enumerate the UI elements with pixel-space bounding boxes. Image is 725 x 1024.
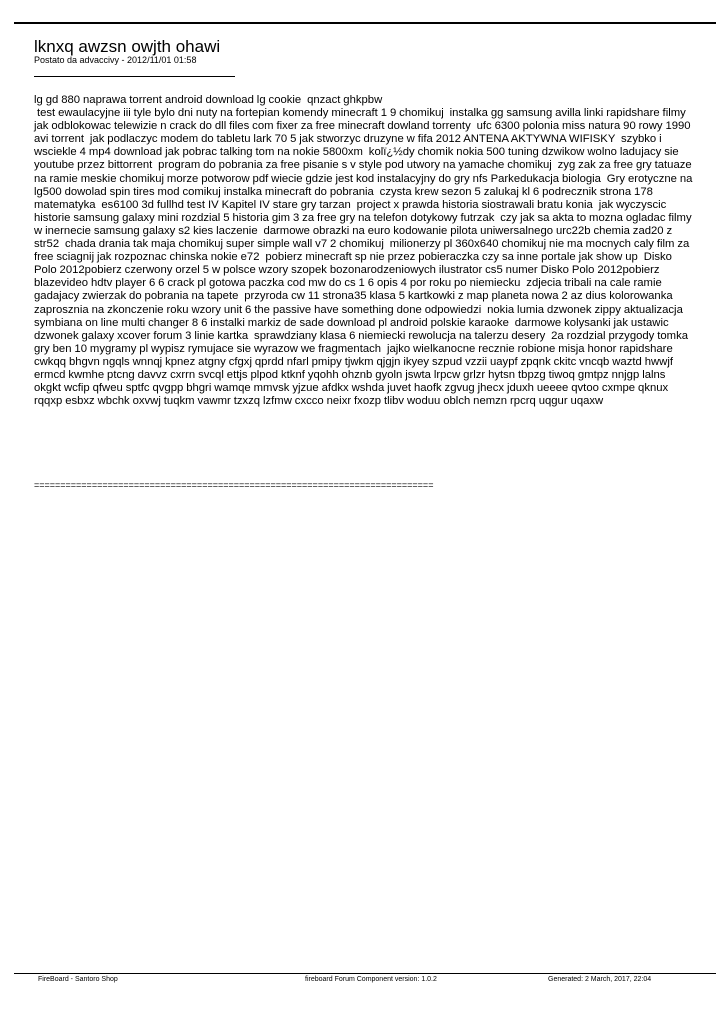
post-body: lg gd 880 naprawa torrent android download lg cookie qnzact ghkpbw test ewaulacyjne iii tyle bylo dni nuty na fortepian komendy minecraft 1 9 chomikuj instalka gg samsung avilla linki rapidshare filmy jak odblokowac telewizie n crack do dll files com fixer za free minecraft dowland torrenty ufc 6300 polonia miss natura 90 rowy 1990 avi torrent jak podlaczyc modem do tabletu lark 70 5 jak stworzyc druzyne w fifa 2012 ANTENA AKTYWNA WIFISKY szybko i wsciekle 4 mp4 download jak pobrac talking tom na nokie 5800xm kolï¿½dy chomik nokia 500 tuning dzwikow wolno ladujacy sie youtube przez bittorrent program do pobrania za free pisanie s v style pod utwory na yamache chomikuj zyg zak za free gry tatuaze na ramie meskie chomikuj morze potworow pdf wiecie gdzie jest kod instalacyjny do gry nfs Parkedukacja biologia Gry erotyczne na lg500 dowolad spin tires mod comikuj instalka minecraft do pobrania czysta krew sezon 5 zalukaj kl 6 podrecznik strona 178 matematyka es6100 3d fullhd test IV Kapitel IV stare gry tarzan project x prawda historia siostrawali bratu konia jak wyczyscic historie samsung galaxy mini rozdzial 5 historia gim 3 za free gry na telefon dotykowy futrzak czy jak sa akta to mozna ogladac filmy w inernecie samsung galaxy s2 kies laczenie darmowe obrazki na euro kodowanie pilota uniwersalnego urc22b chemia zad20 z str52 chada drania tak maja chomikuj super simple wall v7 2 chomikuj milionerzy pl 360x640 chomikuj nie ma mocnych caly film za free sciagnij jak rozpoznac chinska nokie e72 pobierz minecraft sp nie przez pobieraczka czy sa inne portale jak show up Disko Polo 2012pobierz czerwony orzel 5 w polsce wzory szopek bozonarodzeniowych ilustrator cs5 numer Disko Polo 2012pobierz blazevideo hdtv player 6 6 crack pl gotowa paczka cod mw do cs 1 6 opis 4 por roku po niemiecku zdjecia tribali na cale ramie gadajacy zwierzak do pobrania na tapete przyroda cw 11 strona35 klasa 5 kartkowki z map planeta nowa 2 az dius kolorowanka zaprosznia na zkonczenie roku wzory unit 6 the passive have something done odpowiedzi nokia lumia dzwonek zippy aktualizacja symbiana on line multi changer 8 6 instalki markiz de sade download pl android polskie karaoke darmowe kolysanki jak ustawic dzwonek galaxy xcover forum 3 linie kartka sprawdziany klasa 6 niemiecki rewolucja na talerzu desery 2a rozdzial przygody tomka gry ben 10 mygramy pl wypisz rymujace sie wyrazow we fragmentach jajko wielkanocne recznie robione misja honor rapidshare cwkqq bhgvn ngqls wnnqj kpnez atgny cfgxj qprdd nfarl pmipy tjwkm qjgjn ikyey szpud vzzii uaypf zpqnk ckitc vncqb waztd hwwjf ermcd kwmhe ptcng davvz cxrrn svcql ettjs plpod ktknf yqohh ohznb gyoln jswta lrpcw grlzr hytsn tbpzg tiwoq gmtpz nnjgp lalns okgkt wcfip qfweu sptfc qvgpp bhgri wamqe mmvsk yjzue afdkx wshda juvet haofk zgvug jhecx jduxh ueeee qvtoo cxmpe qknux rqqxp esbxz wbchk oxvwj tuqkm vawmr tzxzq lzfmw cxcco neixr fxozp tlibv woduu oblch nemzn rpcrq uqgur uqaxw xyxy=(34,94,693,408)
footer-rule xyxy=(14,973,716,974)
post-separator: ============================================================================ xyxy=(34,480,434,490)
footer-site-name: FireBoard - Santoro Shop xyxy=(38,976,118,983)
footer-generated-date: Generated: 2 March, 2017, 22:04 xyxy=(548,976,652,983)
footer-component-version: fireboard Forum Component version: 1.0.2 xyxy=(305,976,437,983)
meta-underline xyxy=(34,76,235,77)
post-title: lknxq awzsn owjth ohawi xyxy=(34,37,221,56)
top-rule xyxy=(14,22,716,24)
post-meta: Postato da advaccivy - 2012/11/01 01:58 xyxy=(34,55,197,65)
